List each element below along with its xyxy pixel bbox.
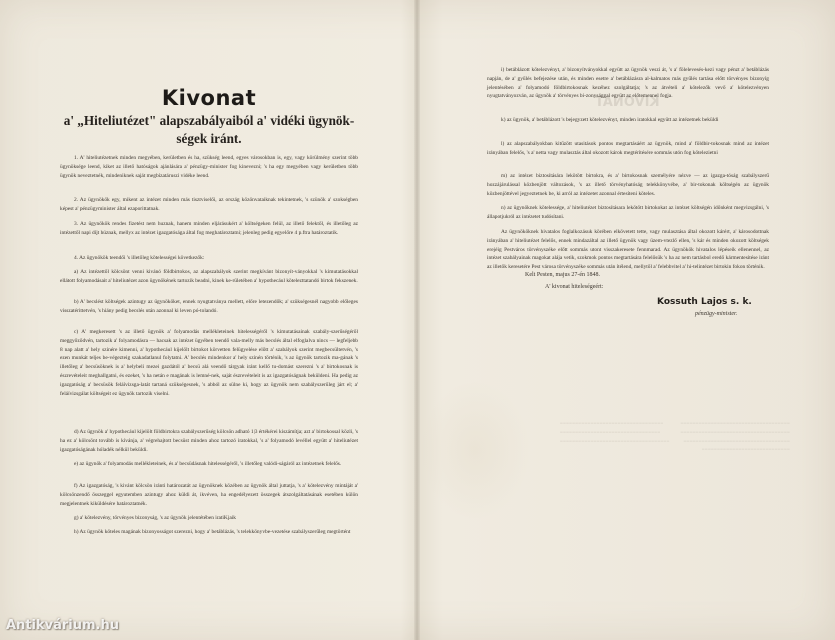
paragraph-4h: h) Az ügynök köteles magának bizonyosságot szerezni, hogy a' betáblázás, 's telekkönyvbe-vezetése szabályszerűleg megtörtént (74, 529, 351, 535)
paragraph-4k: k) az ügynök, a' betáblázott 's bejegyzett kötelezvényt, minden iratokkal együtt az intézetnek beküldi (501, 117, 719, 123)
paragraph-4f: f) Az igazgatóság, 's kivánt kölcsön iránti határozatát az ügynöknek közében az ügynök által juttatja, 's a' kötelezvény mintáját a' kölcsönzendő összeggel egyutemben azintugy ahoz küldi át, ikvéven, ha engedélyezett összegek átszolgáltatásának esetében külön megjelentnek kiküldésére határoztatnék. (60, 483, 358, 507)
document-subtitle: a' „Hiteliutézet" alapszabályaiból a' vidéki ügynök-ségek iránt. (63, 113, 355, 146)
document-title: Kivonat (161, 86, 257, 110)
left-page (60, 0, 358, 640)
paragraph-3: 3. Az ügynökök rendes fizetést nem huznak, hanem minden eljárásukért a' költségeken felül, az illető felektől, és illetőleg az intézettől napi díjt húznak, mellyx az intézet igazgatósága által fog meghatároztatni; jelenleg pedig egyelőre 4 p.ftra határoztatik. (60, 221, 358, 236)
center-fold (414, 0, 420, 640)
paragraph-4i: i) betáblázott kötelezvényt, a' bizonyítványokkal együtt az ügynök veszi át, 's a' fölelevesés-kezi vagy pénzt a' betáblázás napján, de a' gyűlés befejezése után, és minden esetre a' betáblázásra al-kalmatos más gyűlés tartása előtt törvényes bizonyíg jelentésében a' folyamodó földbirtokosnak kezéhez szolgáltatja; 's az átvételi a' kötelezők vevő a' kötelezvényen nyugtatványozván, az ügynök a' törvényes bi-zonysággal együtt az előtemennel fogja. (487, 67, 769, 100)
signer-role: pénzügy-minister. (695, 311, 738, 317)
paragraph-1: 1. A' hiteliutézetnek minden megyében, kerületben és ha, szükség leend, egyes városokban is, egy, vagy körülmény szerint több ügynöksége leend, kiket az illető hatóságok ajánlására a' pénzügy-minister fog kinevezni; 's ha egy megyében vagy kerületben több ügynök neveztetnék, mindeniknek saját megbízatáruszi vidéke leend. (60, 155, 358, 179)
paragraph-2: 2. Az ügynökök egy, mikent az intézet minden más tisztviselői, az ország közönvataiknak tekintetnek, 's szünök a' szokségben képest a' pénzügyminister által ezaporittatnak. (60, 197, 358, 212)
certify-line: A' kivonat hiteleségeért: (545, 284, 604, 290)
paragraph-4n: n) az ügynöknek kötelessége, a' hiteliutézet biztosításara lekötött birtokokat az intézet költségén időnként megvizsgálni, 's állapotjukról az intézetet tudósítani. (487, 205, 769, 220)
paragraph-4a: a) Az intézettől kölcsönt venni kivánó földbirtokos, az alapszabályok szerint megkívánt bizonyít-ványokkal 's kimutatásokkal ellátott folyamodásait a' hiteliutézet azon ügynökének tartozik beadni, kinek ke-rületében a' hypothecául kötelezttatandó birtok fekszenek. (60, 269, 358, 284)
right-page (487, 0, 769, 640)
paragraph-4g: g) a' kötelezvény, törvényes bizonyság, 's az ügynök jelentétében iratiKjaik (74, 515, 236, 521)
signer-name: Kossuth Lajos s. k. (657, 297, 752, 307)
paragraph-4m: m) az intézet biztosítására lekötött birtokra, és a' birtokosnak személyére nézve — az igazga-tóság szabályszerű hozzájárulással közbenjött változások, 's az illető törvényhatóság telekkönyvébe, a' bir-tokonak költségén az ügynök közbenjöttével jegyeztetnek be, ki arról az intézetet azonnal értesíteni köteles. (487, 173, 769, 197)
watermark-logo: Antikvárium.hu (6, 618, 119, 633)
paragraph-4c: c) A' megkeresett 's az illető ügynök a' folyamodás mellékleteinek hitelességéről 's kimutatásainak szabály-szerűségéről meggyőződvén, tartozik a' folyamodásra — hacsak az intézet ügyében teendő vala-melly más becslés által elfoglalva nincs — legfeljebb 8 nap alatt a' hely szinére kimenni, a' hypothecául kijelölt birtokot körvetten felügyelése előtt a' szabályok szerint megbecsültetvén, 's ezen munkát teljes be-végezteig szakadatlanul folytatni. A' becslés mindenkor a' hely szinén történik, 's az ügynök tartozik ma-gának 's illetőleg a' becsüsöknek is a' helybeli mezei gazdától a' becsü alá veendő tárgyak iránt kellő tu-domást szerezni 's a' birtokosnak is észrevételeit meghallgatni, és ezeket, 's ha netán e magának is lemné-nek, saját észrevételeit is az igazgatóságnak beküldeni. Ha pedig az igazgatóság a' becsüsök feláívizsga-latát tartaná szükségesnek, 's abból az sülne ki, hogy az ügynök nem szabályszerűleg járt el; a' feláívizsgálat költségeit ez ügynök tartozik viselni. (60, 329, 358, 397)
date-line: Kelt Pesten, majus 27-én 1848. (525, 272, 600, 278)
paragraph-liability: Az ügynököknek hivatalos foglalkozásuk körében elkövetett tette, vagy mulasztása által okozott kárért, a' károsodottnak irányában a' hiteliutézet felelős, ennek mindazáltal az illető ügynök vagy üzem-vtezlő ellen, 's kár és minden okozott költségek erejéig Pestváros törvényszéke előtt sommás utont visszakeresete fennmarad. Az ügynökök hivatalos lépéseik ellenennel, az intézet szabályainak magokat alája vetik, szokmok pontos megtartására felelősük 's ha az nem tartásbol eredő kármentesitése iránt az illetők keresetére Pest városa törvényszéke sommás után ítélend, mellytől a' felebbvitel a' hi-telintézet birtokin fokon történik. (487, 229, 769, 271)
bleed-through-text: KIVONAT (595, 95, 660, 110)
paragraph-4b: b) A' becslést költségek azintugy az ügynököket, ennek nyugtatványa mellett, előre letezendők; a' szükségesnél nagyobb előleges visszatérittetvén, 's hiány pedig becslés után azonnal ki leven pó-tolandó. (60, 299, 358, 314)
paragraph-4l: l) az alapszabályokban kitűzött utasitások pontos megtartásáért az ügynök, mind a' földbir-tokosnak mind az intézet irányában felelős, 's a' netta vagy mulasztás által okozott károk megtérítésére sommás utón fog kötelezietni (487, 141, 769, 156)
paragraph-4d: d) Az ügynök a' hypothecául kijelölt földbirtokra szabályszerűség kölcsön adható 1|3 értékérei kiszámítja; azt a' birtokossal közli, 's ha ez a' kölcsönt tovább is kívánja, a' végrehajtott becsüst minden ahoz tartozó iratokkal, 's a' folyamodó levéllel együtt a' hiteliutézet igazgatóságának hóladék nélkül beküldi. (60, 429, 358, 453)
paragraph-4e: e) az ügynök a' folyamodás mellékleteinek, és a' becsüdásnak hitelességéről, 's illetőleg valódi-ságáról az intézetnek felelős. (74, 461, 342, 467)
paragraph-4: 4. Az ügynökök teendői 's illetőleg kötelességei következők: (74, 255, 205, 261)
bleed-through-block: ≡≡≡≡≡≡≡≡≡≡≡≡≡≡≡≡≡≡≡≡≡≡≡≡≡≡≡≡≡≡≡≡≡≡≡≡ ≡≡≡≡≡≡≡≡≡≡≡≡≡≡≡≡≡≡≡≡≡≡≡≡≡≡≡≡≡≡≡≡≡≡ ≡≡≡≡≡≡≡≡≡≡≡≡≡≡≡≡≡≡≡≡≡≡≡≡≡≡≡≡≡≡≡≡≡≡≡≡ ≡≡≡≡≡≡≡≡≡≡≡≡≡≡≡≡≡≡≡≡≡≡≡≡≡≡≡≡≡≡≡≡≡ ≡≡≡≡≡≡≡≡≡≡≡≡≡≡≡≡≡≡≡≡≡≡≡≡≡≡≡≡≡≡≡≡≡≡≡ ≡≡≡≡≡≡≡≡≡≡≡≡≡≡≡≡≡≡≡≡≡≡≡≡≡≡≡≡≡≡≡≡≡≡≡≡ ≡≡≡≡≡≡≡≡≡≡≡≡≡≡≡≡≡≡≡≡≡≡≡≡≡≡≡≡≡ (560, 421, 790, 454)
